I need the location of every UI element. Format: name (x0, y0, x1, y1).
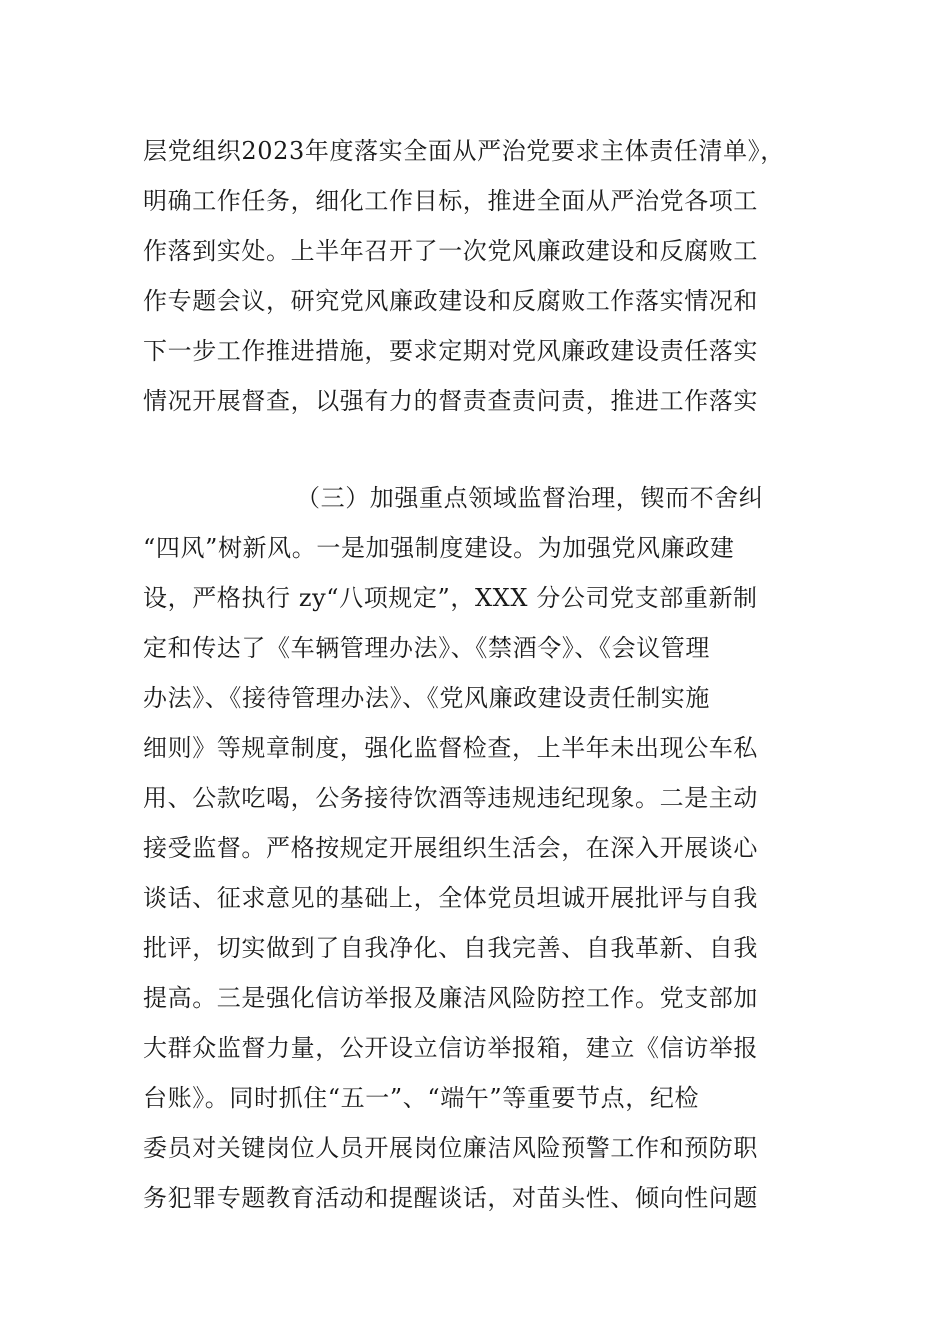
text-line: 批评，切实做到了自我净化、自我完善、自我革新、自我 (143, 934, 758, 962)
text-line: 台账》。同时抓住“五一”、“端午”等重要节点，纪检 (143, 1084, 700, 1112)
text-line: 提高。三是强化信访举报及廉洁风险防控工作。党支部加 (143, 984, 758, 1012)
text-line: 设，严格执行 zy“八项规定”，XXX 分公司党支部重新制 (143, 584, 758, 612)
section-heading: （三）加强重点领域监督治理，锲而不舍纠 (296, 484, 764, 512)
text-line: 大群众监督力量，公开设立信访举报箱，建立《信访举报 (143, 1034, 758, 1062)
text-line: 作落到实处。上半年召开了一次党风廉政建设和反腐败工 (143, 237, 758, 265)
text-line: 定和传达了《车辆管理办法》、《禁酒令》、《会议管理 (143, 634, 710, 662)
text-line: 层党组织2023年度落实全面从严治党要求主体责任清单》， (143, 137, 785, 165)
text-line: 情况开展督查，以强有力的督责查责问责，推进工作落实 (143, 387, 758, 415)
text-line: 谈话、征求意见的基础上，全体党员坦诚开展批评与自我 (143, 884, 758, 912)
text-line: 务犯罪专题教育活动和提醒谈话，对苗头性、倾向性问题 (143, 1184, 758, 1212)
text-line: 下一步工作推进措施，要求定期对党风廉政建设责任落实 (143, 337, 758, 365)
text-line: 作专题会议，研究党风廉政建设和反腐败工作落实情况和 (143, 287, 758, 315)
text-line: 办法》、《接待管理办法》、《党风廉政建设责任制实施 (143, 684, 710, 712)
text-line: 明确工作任务，细化工作目标，推进全面从严治党各项工 (143, 187, 758, 215)
text-line: 细则》等规章制度，强化监督检查，上半年未出现公车私 (143, 734, 758, 762)
text-line: 接受监督。严格按规定开展组织生活会，在深入开展谈心 (143, 834, 758, 862)
text-line: “四风”树新风。一是加强制度建设。为加强党风廉政建 (143, 534, 735, 562)
text-line: 委员对关键岗位人员开展岗位廉洁风险预警工作和预防职 (143, 1134, 758, 1162)
text-line: 用、公款吃喝，公务接待饮酒等违规违纪现象。二是主动 (143, 784, 758, 812)
